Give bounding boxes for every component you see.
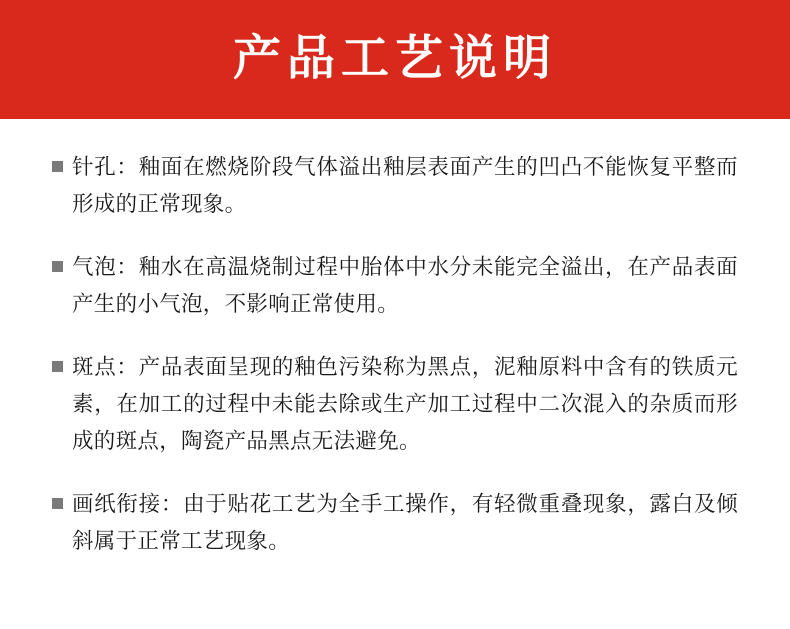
list-item: [52, 486, 738, 560]
square-bullet-icon: [52, 161, 63, 172]
header-banner: [0, 0, 790, 119]
list-item: [52, 149, 738, 223]
square-bullet-icon: [52, 498, 63, 509]
list-item: [52, 249, 738, 323]
square-bullet-icon: [52, 361, 63, 372]
square-bullet-icon: [52, 261, 63, 272]
list-item-text: 气泡：釉水在高温烧制过程中胎体中水分未能完全溢出，在产品表面产生的小气泡，不影响正常使用。: [72, 254, 738, 316]
description-list: [0, 119, 790, 560]
list-item-text: 针孔：釉面在燃烧阶段气体溢出釉层表面产生的凹凸不能恢复平整而形成的正常现象。: [72, 155, 738, 216]
list-item-text: 斑点：产品表面呈现的釉色污染称为黑点，泥釉原料中含有的铁质元素，在加工的过程中未能去除或生产加工过程中二次混入的杂质而形成的斑点，陶瓷产品黑点无法避免。: [72, 354, 738, 453]
page-title: 产品工艺说明: [232, 32, 557, 86]
list-item: [52, 349, 738, 460]
list-item-text: 画纸衔接：由于贴花工艺为全手工操作，有轻微重叠现象，露白及倾斜属于正常工艺现象。: [72, 491, 738, 553]
